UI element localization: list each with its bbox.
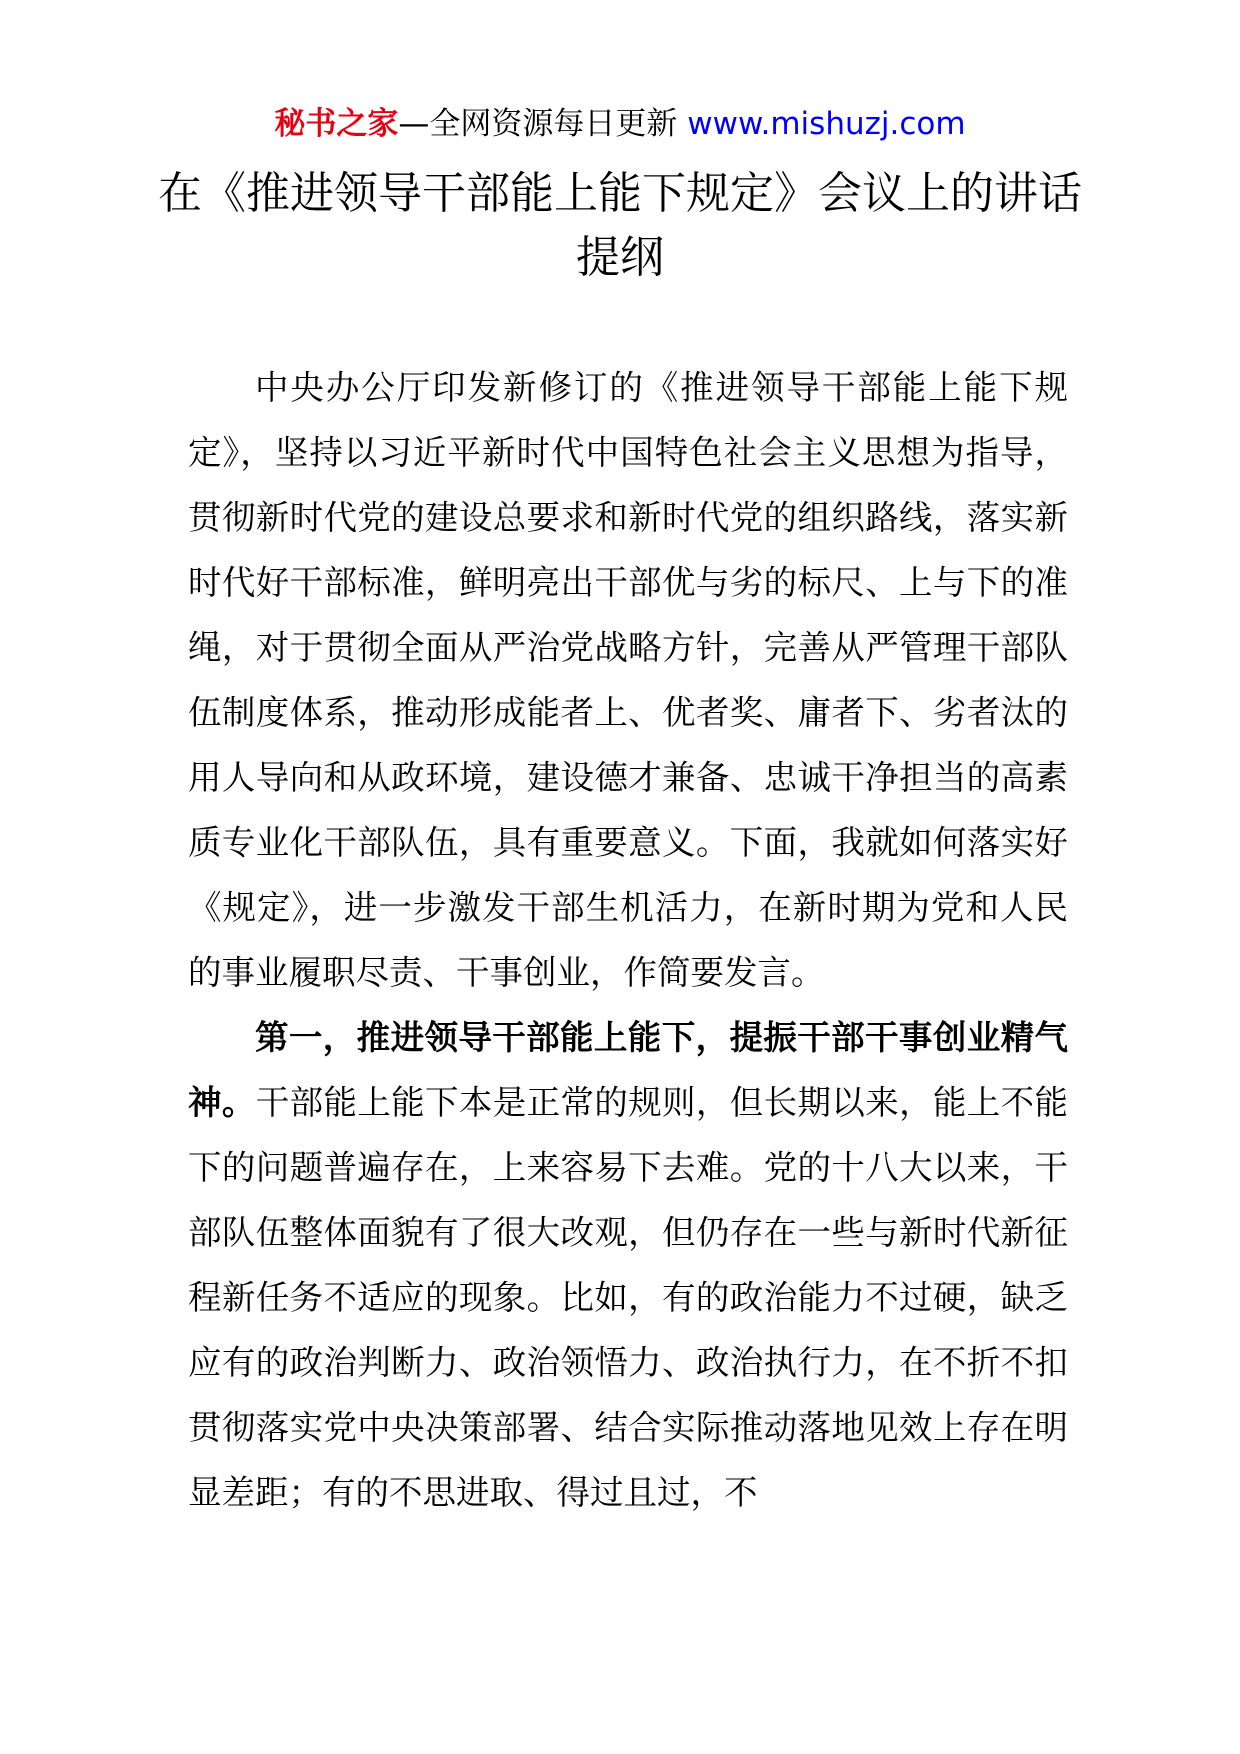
document-title: 在《推进领导干部能上能下规定》会议上的讲话提纲	[158, 168, 1082, 283]
site-tagline: —全网资源每日更新	[398, 106, 688, 142]
site-header	[0, 100, 1240, 148]
site-url-link[interactable]: www.mishuzj.com	[687, 106, 966, 142]
paragraph-intro	[188, 355, 1068, 1005]
paragraph-point-one	[188, 1005, 1068, 1525]
document-body	[188, 355, 1068, 1525]
site-brand: 秘书之家	[274, 106, 399, 142]
paragraph-lead: 第一，推进领导干部能上能下，提振干部干事创业精气神。	[188, 1018, 1068, 1122]
paragraph-text: 中央办公厅印发新修订的《推进领导干部能上能下规定》，坚持以习近平新时代中国特色社会主义思想为指导，贯彻新时代党的建设总要求和新时代党的组织路线，落实新时代好干部标准，鲜明亮出干部优与劣的标尺、上与下的准绳，对于贯彻全面从严治党战略方针，完善从严管理干部队伍制度体系，推动形成能者上、优者奖、庸者下、劣者汰的用人导向和从政环境，建设德才兼备、忠诚干净担当的高素质专业化干部队伍，具有重要意义。下面，我就如何落实好《规定》，进一步激发干部生机活力，在新时期为党和人民的事业履职尽责、干事创业，作简要发言。	[188, 368, 1068, 992]
paragraph-text: 干部能上能下本是正常的规则，但长期以来，能上不能下的问题普遍存在，上来容易下去难。党的十八大以来，干部队伍整体面貌有了很大改观，但仍存在一些与新时代新征程新任务不适应的现象。比如，有的政治能力不过硬，缺乏应有的政治判断力、政治领悟力、政治执行力，在不折不扣贯彻落实党中央决策部署、结合实际推动落地见效上存在明显差距；有的不思进取、得过且过，不	[188, 1083, 1069, 1512]
